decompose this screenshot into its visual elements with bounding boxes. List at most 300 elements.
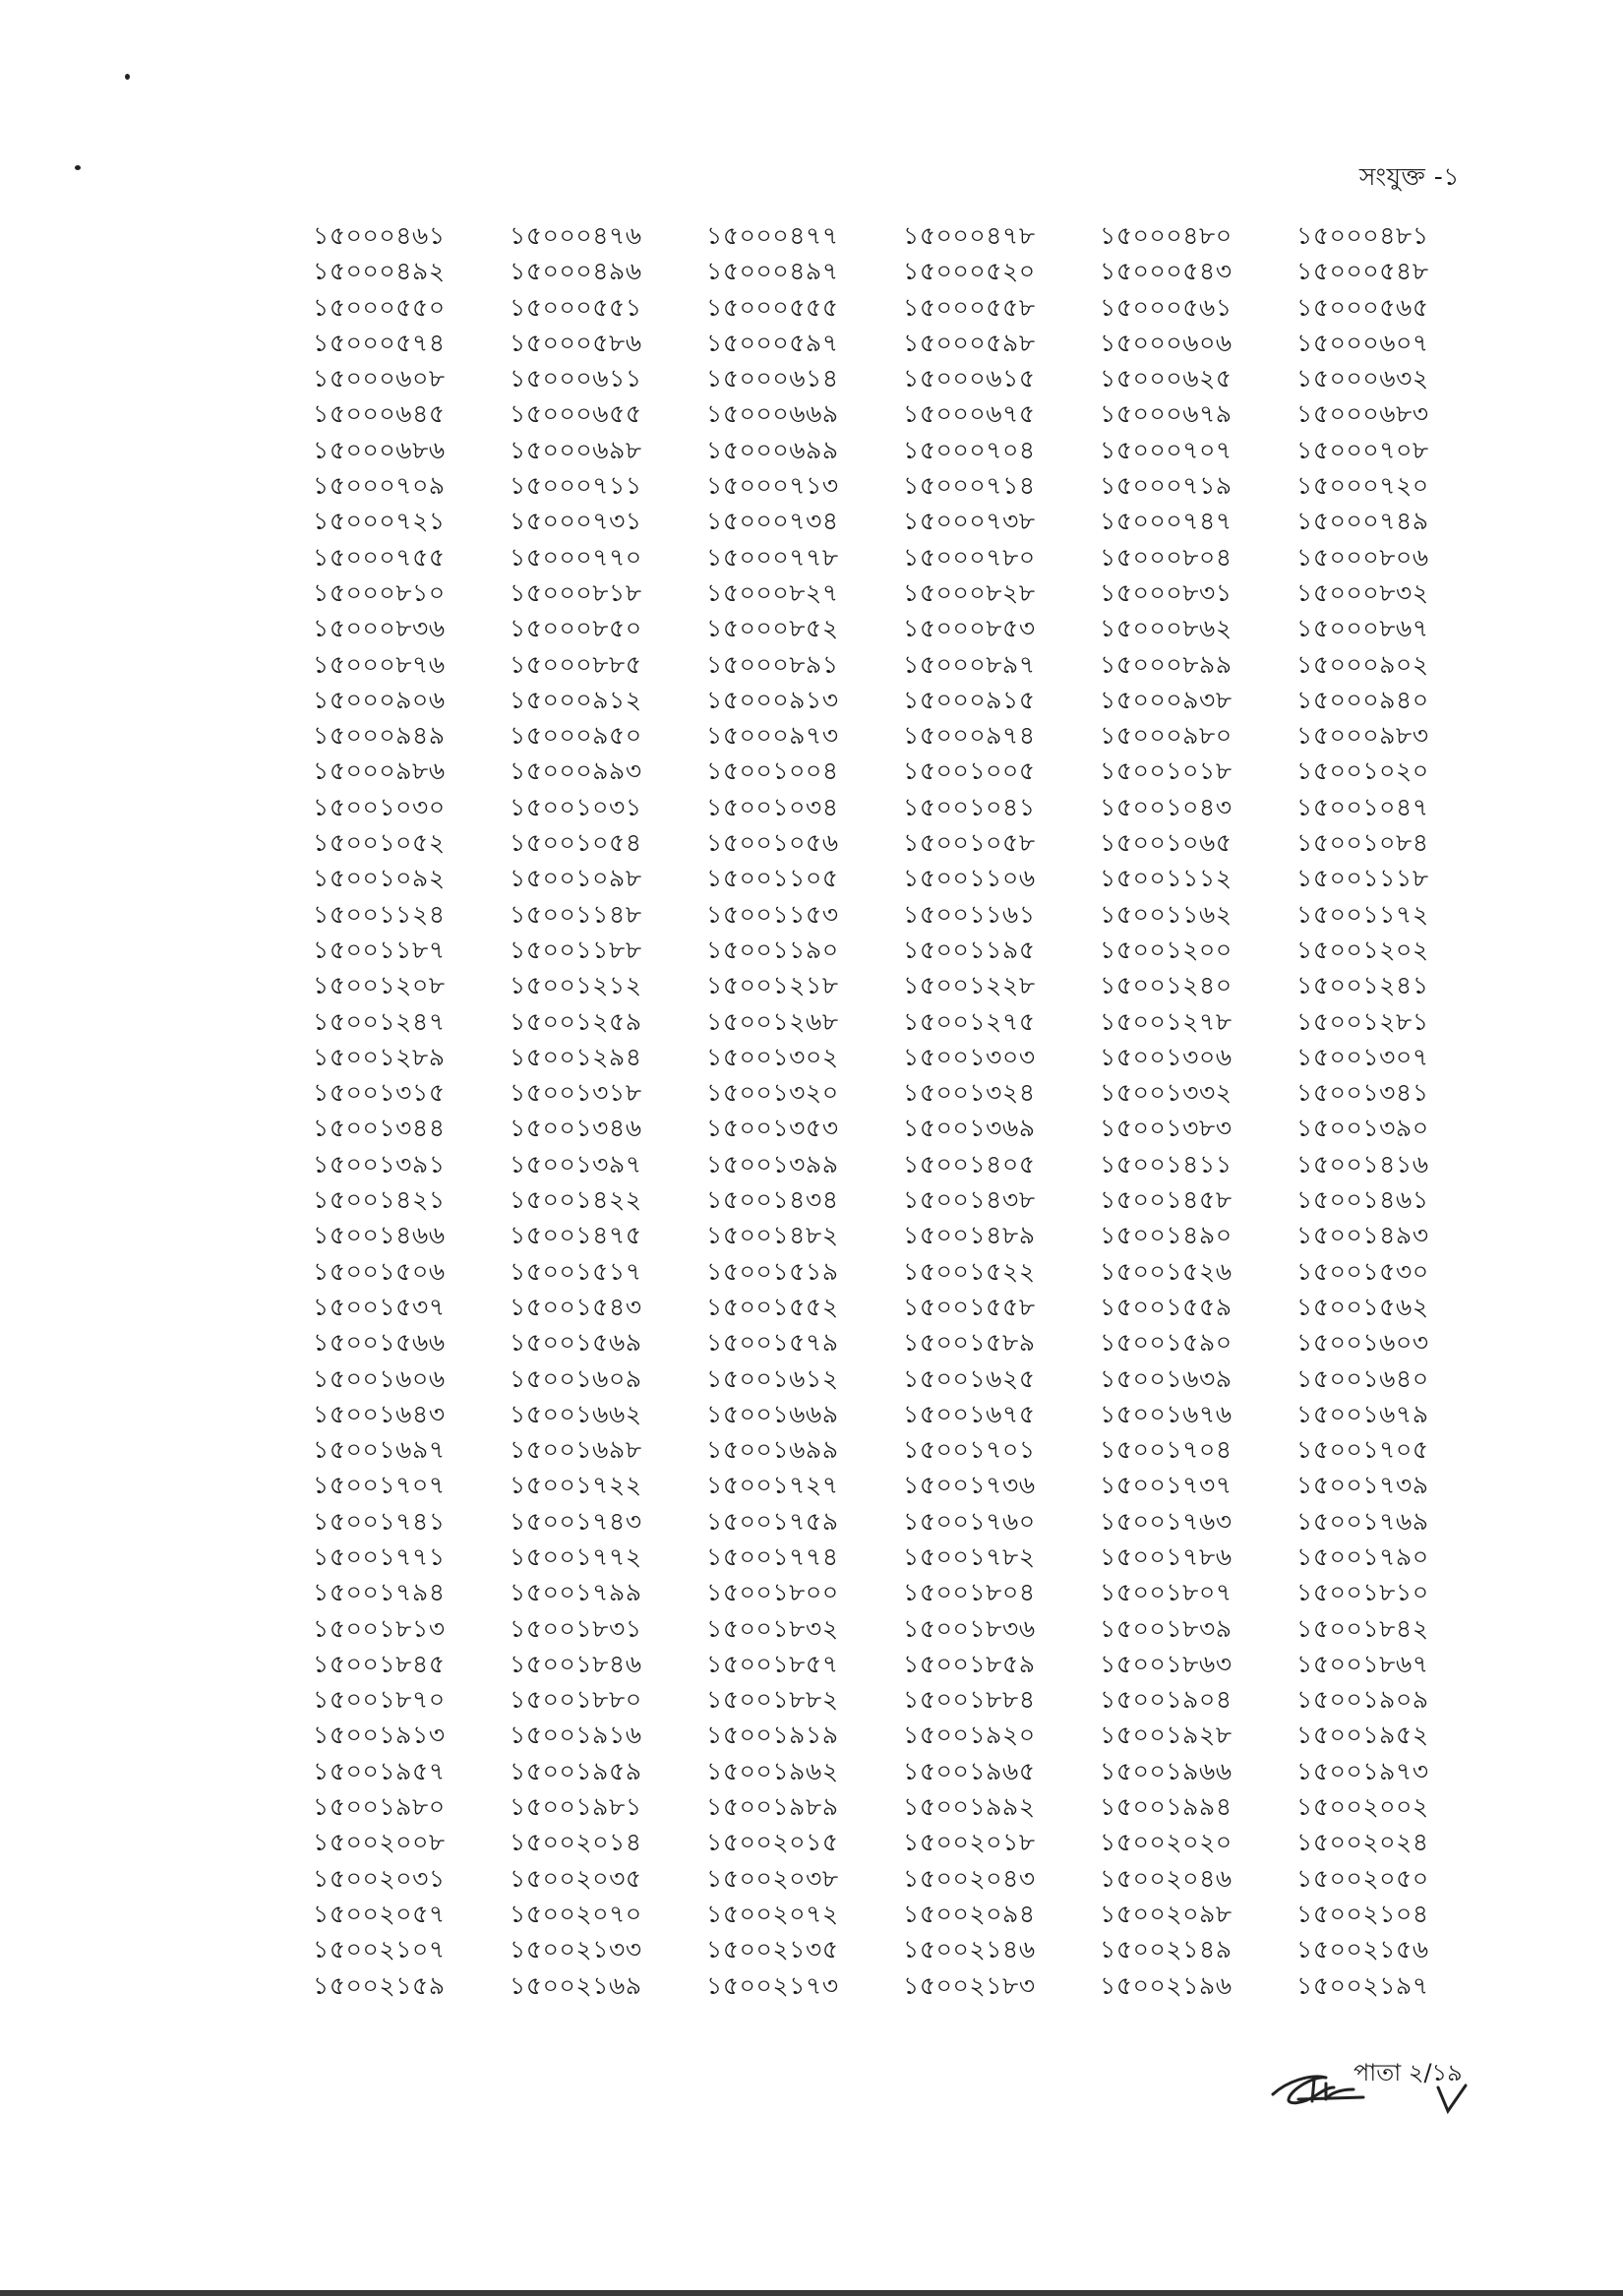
registration-number: ১৫০০২১৪৯ [1100, 1935, 1232, 1964]
registration-number: ১৫০০০৬৬৯ [706, 399, 839, 429]
registration-number: ১৫০০১৭৮৬ [1100, 1541, 1232, 1571]
registration-number: ১৫০০১৭৯৯ [510, 1578, 642, 1607]
registration-number: ১৫০০১৩৮৩ [1100, 1114, 1232, 1143]
registration-number: ১৫০০১১৯০ [706, 935, 839, 964]
registration-number: ১৫০০১৪৩৪ [706, 1185, 839, 1215]
registration-number: ১৫০০১২০০ [1100, 935, 1232, 964]
registration-number: ১৫০০১১০৫ [706, 864, 839, 893]
registration-number: ১৫০০২০১৮ [903, 1828, 1036, 1857]
registration-number: ১৫০০২১৬৯ [510, 1970, 642, 2000]
registration-number: ১৫০০১০০৫ [903, 756, 1036, 786]
registration-number: ১৫০০১১৬১ [903, 899, 1036, 929]
registration-number: ১৫০০০৮৬২ [1100, 614, 1232, 643]
registration-number: ১৫০০০৮৩১ [1100, 577, 1232, 607]
registration-number: ১৫০০০৯৮৩ [1296, 721, 1429, 751]
registration-number: ১৫০০০৭৭০ [510, 542, 642, 572]
registration-number: ১৫০০০৮১৮ [510, 577, 642, 607]
registration-number: ১৫০০১৭৫৯ [706, 1506, 839, 1536]
registration-number: ১৫০০১৯৫৯ [510, 1756, 642, 1785]
registration-number: ১৫০০১৩৯৭ [510, 1149, 642, 1178]
registration-number: ১৫০০১৪৮৯ [903, 1221, 1036, 1250]
registration-number: ১৫০০০৪৭৬ [510, 221, 642, 250]
registration-number: ১৫০০০৫৯৮ [903, 328, 1036, 357]
registration-number: ১৫০০২০৩১ [313, 1863, 446, 1893]
registration-number: ১৫০০০৬৭৯ [1100, 399, 1232, 429]
registration-number: ১৫০০১৪৯০ [1100, 1221, 1232, 1250]
registration-number: ১৫০০১০৯৮ [510, 864, 642, 893]
registration-number: ১৫০০১৫৭৯ [706, 1328, 839, 1358]
registration-number: ১৫০০০৬১৪ [706, 364, 839, 393]
registration-number: ১৫০০১২৪০ [1100, 971, 1232, 1000]
registration-number: ১৫০০০৫৭৪ [313, 328, 446, 357]
registration-number: ১৫০০০৭০৪ [903, 435, 1036, 464]
registration-number: ১৫০০০৮০৪ [1100, 542, 1232, 572]
registration-number: ১৫০০১৮৬৭ [1296, 1649, 1429, 1678]
registration-number: ১৫০০১৮৮২ [706, 1685, 839, 1715]
registration-number: ১৫০০১৮৩২ [706, 1613, 839, 1643]
registration-number: ১৫০০০৮৯৯ [1100, 649, 1232, 679]
registration-number: ১৫০০১৭৮২ [903, 1541, 1036, 1571]
registration-number: ১৫০০১০৪১ [903, 792, 1036, 821]
registration-number: ১৫০০০৬০৬ [1100, 328, 1232, 357]
registration-number: ১৫০০১৯১৯ [706, 1721, 839, 1750]
registration-number: ১৫০০১৭৬৯ [1296, 1506, 1429, 1536]
registration-number: ১৫০০০৫৮৬ [510, 328, 642, 357]
registration-number: ১৫০০১০১৮ [1100, 756, 1232, 786]
registration-number: ১৫০০১৬২৫ [903, 1363, 1036, 1393]
registration-number: ১৫০০১৮৩১ [510, 1613, 642, 1643]
registration-number: ১৫০০১০৩১ [510, 792, 642, 821]
registration-number: ১৫০০১২২৮ [903, 971, 1036, 1000]
registration-number: ১৫০০১৯২৮ [1100, 1721, 1232, 1750]
registration-number: ১৫০০০৮৩২ [1296, 577, 1429, 607]
registration-number: ১৫০০১৭৩৯ [1296, 1471, 1429, 1500]
registration-number: ১৫০০২১৫৬ [1296, 1935, 1429, 1964]
registration-number: ১৫০০১৩২৪ [903, 1078, 1036, 1108]
registration-number: ১৫০০১৯৫২ [1296, 1721, 1429, 1750]
registration-number: ১৫০০১২১৮ [706, 971, 839, 1000]
registration-number: ১৫০০০৭১৪ [903, 471, 1036, 501]
registration-number: ১৫০০১৬০৯ [510, 1363, 642, 1393]
registration-number: ১৫০০০৫৬১ [1100, 292, 1232, 322]
registration-number: ১৫০০১৮৪৬ [510, 1649, 642, 1678]
registration-number: ১৫০০০৫৯৭ [706, 328, 839, 357]
registration-number: ১৫০০১৫৫৯ [1100, 1292, 1232, 1321]
registration-number: ১৫০০১৫১৯ [706, 1256, 839, 1286]
registration-number: ১৫০০১৭৬৩ [1100, 1506, 1232, 1536]
registration-number: ১৫০০০৮৯১ [706, 649, 839, 679]
registration-number: ১৫০০১৬১২ [706, 1363, 839, 1393]
registration-number: ১৫০০১৮৩৯ [1100, 1613, 1232, 1643]
registration-number: ১৫০০০৪৮০ [1100, 221, 1232, 250]
registration-number: ১৫০০১৯২০ [903, 1721, 1036, 1750]
registration-number: ১৫০০০৯৭৪ [903, 721, 1036, 751]
registration-number: ১৫০০০৭০৭ [1100, 435, 1232, 464]
registration-number: ১৫০০১৭০৪ [1100, 1435, 1232, 1465]
registration-number: ১৫০০০৯১৩ [706, 685, 839, 714]
registration-number: ১৫০০০৪৭৭ [706, 221, 839, 250]
registration-number: ১৫০০০৯০৬ [313, 685, 446, 714]
registration-number: ১৫০০১৪৬১ [1296, 1185, 1429, 1215]
registration-number: ১৫০০০৫৫১ [510, 292, 642, 322]
registration-number: ১৫০০১৩৪১ [1296, 1078, 1429, 1108]
registration-number: ১৫০০১৭০১ [903, 1435, 1036, 1465]
registration-number: ১৫০০০৮৮৫ [510, 649, 642, 679]
registration-number: ১৫০০১২৪১ [1296, 971, 1429, 1000]
registration-number: ১৫০০১৩৫৩ [706, 1114, 839, 1143]
registration-number: ১৫০০১৬৭৫ [903, 1399, 1036, 1428]
registration-number: ১৫০০১৮৫৭ [706, 1649, 839, 1678]
registration-number: ১৫০০০৮২৮ [903, 577, 1036, 607]
registration-number: ১৫০০১৭০৭ [313, 1471, 446, 1500]
registration-number: ১৫০০০৫৫০ [313, 292, 446, 322]
registration-number: ১৫০০১২০৮ [313, 971, 446, 1000]
registration-number: ১৫০০০৬২৫ [1100, 364, 1232, 393]
registration-number: ১৫০০১১০৬ [903, 864, 1036, 893]
registration-number: ১৫০০১৮০০ [706, 1578, 839, 1607]
registration-number: ১৫০০১০৮৪ [1296, 828, 1429, 858]
registration-number: ১৫০০০৮২৭ [706, 577, 839, 607]
registration-number: ১৫০০০৯১৫ [903, 685, 1036, 714]
registration-number: ১৫০০২০২০ [1100, 1828, 1232, 1857]
registration-number: ১৫০০২১৯৬ [1100, 1970, 1232, 2000]
registration-number: ১৫০০২১৩৫ [706, 1935, 839, 1964]
registration-number: ১৫০০১৭৪৩ [510, 1506, 642, 1536]
registration-number: ১৫০০০৬০৮ [313, 364, 446, 393]
registration-number: ১৫০০০৬১১ [510, 364, 642, 393]
registration-number: ১৫০০১২৫৯ [510, 1006, 642, 1036]
registration-number: ১৫০০১৮৬৩ [1100, 1649, 1232, 1678]
registration-number: ১৫০০১৯১৬ [510, 1721, 642, 1750]
registration-number: ১৫০০১৮১০ [1296, 1578, 1429, 1607]
annex-label: সংযুক্ত -১ [1358, 162, 1460, 191]
registration-number: ১৫০০১৬৭৯ [1296, 1399, 1429, 1428]
registration-number: ১৫০০০৪৬১ [313, 221, 446, 250]
registration-number: ১৫০০১৯০৪ [1100, 1685, 1232, 1715]
registration-number: ১৫০০১৮৮০ [510, 1685, 642, 1715]
registration-number: ১৫০০২০৭২ [706, 1899, 839, 1928]
registration-number: ১৫০০২১৮৩ [903, 1970, 1036, 2000]
registration-number: ১৫০০০৬৯৯ [706, 435, 839, 464]
registration-number: ১৫০০১৫০৬ [313, 1256, 446, 1286]
registration-number: ১৫০০০৫৫৫ [706, 292, 839, 322]
registration-number: ১৫০০১৭৩৬ [903, 1471, 1036, 1500]
registration-number: ১৫০০০৮৫০ [510, 614, 642, 643]
registration-number: ১৫০০১৮৪৫ [313, 1649, 446, 1678]
registration-number: ১৫০০০৫৬৫ [1296, 292, 1429, 322]
scan-speck [125, 74, 130, 80]
registration-number: ১৫০০০৬১৫ [903, 364, 1036, 393]
registration-number: ১৫০০০৫২০ [903, 257, 1036, 286]
registration-number: ১৫০০১৫২২ [903, 1256, 1036, 1286]
registration-number: ১৫০০১১৪৮ [510, 899, 642, 929]
registration-number: ১৫০০১২৭৫ [903, 1006, 1036, 1036]
registration-number: ১৫০০১৫১৭ [510, 1256, 642, 1286]
registration-number: ১৫০০১৬৯৭ [313, 1435, 446, 1465]
registration-number: ১৫০০০৮০৬ [1296, 542, 1429, 572]
registration-number: ১৫০০১৩০২ [706, 1042, 839, 1071]
registration-number: ১৫০০১৪৩৮ [903, 1185, 1036, 1215]
registration-number: ১৫০০১৯৯২ [903, 1792, 1036, 1822]
registration-number: ১৫০০১৫২৬ [1100, 1256, 1232, 1286]
registration-number: ১৫০০১৪৬৬ [313, 1221, 446, 1250]
registration-number: ১৫০০০৭৪৯ [1296, 507, 1429, 536]
registration-number: ১৫০০২১৭৩ [706, 1970, 839, 2000]
registration-number: ১৫০০০৭২০ [1296, 471, 1429, 501]
registration-number: ১৫০০১৮০৪ [903, 1578, 1036, 1607]
registration-number: ১৫০০১২৮৯ [313, 1042, 446, 1071]
registration-number: ১৫০০০৬৫৫ [510, 399, 642, 429]
registration-number: ১৫০০১৭৪১ [313, 1506, 446, 1536]
registration-number: ১৫০০০৬৭৫ [903, 399, 1036, 429]
registration-number: ১৫০০১৫৩৭ [313, 1292, 446, 1321]
registration-number: ১৫০০১১৫৩ [706, 899, 839, 929]
registration-number: ১৫০০১৪২১ [313, 1185, 446, 1215]
registration-number: ১৫০০১৯৯৪ [1100, 1792, 1232, 1822]
scan-speck [75, 165, 81, 170]
registration-number: ১৫০০১৯০৯ [1296, 1685, 1429, 1715]
registration-number: ১৫০০০৭২১ [313, 507, 446, 536]
registration-number: ১৫০০১৬৩৯ [1100, 1363, 1232, 1393]
registration-number: ১৫০০১৩৪৬ [510, 1114, 642, 1143]
registration-number: ১৫০০১১৮৭ [313, 935, 446, 964]
registration-number: ১৫০০০৭১১ [510, 471, 642, 501]
registration-number: ১৫০০০৭৩৪ [706, 507, 839, 536]
registration-number: ১৫০০১০৪৩ [1100, 792, 1232, 821]
registration-number: ১৫০০১৬৬৯ [706, 1399, 839, 1428]
registration-number: ১৫০০১২৬৮ [706, 1006, 839, 1036]
registration-number: ১৫০০১৭৩৭ [1100, 1471, 1232, 1500]
registration-number: ১৫০০২০৫০ [1296, 1863, 1429, 1893]
registration-number: ১৫০০১৭৭২ [510, 1541, 642, 1571]
registration-number: ১৫০০১১৮৮ [510, 935, 642, 964]
initial-mark [1432, 2080, 1472, 2119]
registration-number: ১৫০০০৮৬৭ [1296, 614, 1429, 643]
registration-number: ১৫০০১৯৮১ [510, 1792, 642, 1822]
registration-number: ১৫০০১৪৭৫ [510, 1221, 642, 1250]
registration-number: ১৫০০১৭৭১ [313, 1541, 446, 1571]
registration-number: ১৫০০০৮৯৭ [903, 649, 1036, 679]
registration-number: ১৫০০১৮৫৯ [903, 1649, 1036, 1678]
registration-number: ১৫০০১৮৭০ [313, 1685, 446, 1715]
registration-number: ১৫০০১৫৬৯ [510, 1328, 642, 1358]
registration-number: ১৫০০১৬৯৯ [706, 1435, 839, 1465]
registration-number: ১৫০০০৪৭৮ [903, 221, 1036, 250]
registration-number: ১৫০০১৯৫৭ [313, 1756, 446, 1785]
registration-number: ১৫০০০৭৪৭ [1100, 507, 1232, 536]
registration-number: ১৫০০০৫৪৮ [1296, 257, 1429, 286]
registration-number: ১৫০০১২০২ [1296, 935, 1429, 964]
registration-number: ১৫০০০৮৫২ [706, 614, 839, 643]
registration-number: ১৫০০২১৫৯ [313, 1970, 446, 2000]
registration-number: ১৫০০১৩০৬ [1100, 1042, 1232, 1071]
registration-number: ১৫০০০৯৮০ [1100, 721, 1232, 751]
registration-number: ১৫০০০৬৮৬ [313, 435, 446, 464]
registration-number: ১৫০০১৯৬২ [706, 1756, 839, 1785]
registration-number: ১৫০০১৯৬৬ [1100, 1756, 1232, 1785]
registration-number: ১৫০০২০৪৩ [903, 1863, 1036, 1893]
registration-number: ১৫০০১৫৪৩ [510, 1292, 642, 1321]
registration-number: ১৫০০১৯৮৯ [706, 1792, 839, 1822]
registration-number: ১৫০০১৮৮৪ [903, 1685, 1036, 1715]
registration-number: ১৫০০১৩২০ [706, 1078, 839, 1108]
registration-number: ১৫০০১০০৪ [706, 756, 839, 786]
registration-number: ১৫০০১০৬৫ [1100, 828, 1232, 858]
registration-number: ১৫০০২০৩৫ [510, 1863, 642, 1893]
registration-number: ১৫০০২০১৪ [510, 1828, 642, 1857]
registration-number: ১৫০০১৭০৫ [1296, 1435, 1429, 1465]
registration-number: ১৫০০০৮৫৩ [903, 614, 1036, 643]
registration-number: ১৫০০১৩৯১ [313, 1149, 446, 1178]
registration-number: ১৫০০২০৩৮ [706, 1863, 839, 1893]
registration-number: ১৫০০১৫৯০ [1100, 1328, 1232, 1358]
registration-number: ১৫০০১৬০৬ [313, 1363, 446, 1393]
registration-number: ১৫০০০৯০২ [1296, 649, 1429, 679]
registration-number: ১৫০০২১৩৩ [510, 1935, 642, 1964]
registration-number: ১৫০০০৯৮৬ [313, 756, 446, 786]
registration-number: ১৫০০১৮০৭ [1100, 1578, 1232, 1607]
registration-number: ১৫০০১৩৯০ [1296, 1114, 1429, 1143]
registration-number: ১৫০০০৮৩৬ [313, 614, 446, 643]
registration-number: ১৫০০১৩৪৪ [313, 1114, 446, 1143]
registration-number: ১৫০০১৪১১ [1100, 1149, 1232, 1178]
registration-number: ১৫০০১৭২২ [510, 1471, 642, 1500]
page-number: পাতা ২/১৯ [1353, 2059, 1463, 2086]
registration-number: ১৫০০১৭৯৪ [313, 1578, 446, 1607]
registration-number: ১৫০০০৭০৯ [313, 471, 446, 501]
registration-number: ১৫০০১৫৬২ [1296, 1292, 1429, 1321]
registration-number: ১৫০০১৬০৩ [1296, 1328, 1429, 1358]
registration-number: ১৫০০২০২৪ [1296, 1828, 1429, 1857]
number-list [313, 218, 1454, 2004]
registration-number: ১৫০০২০৯৮ [1100, 1899, 1232, 1928]
registration-number: ১৫০০১৬৪৩ [313, 1399, 446, 1428]
registration-number: ১৫০০০৬০৭ [1296, 328, 1429, 357]
registration-number: ১৫০০১১৬২ [1100, 899, 1232, 929]
registration-number: ১৫০০২০৯৪ [903, 1899, 1036, 1928]
registration-number: ১৫০০১৮৩৬ [903, 1613, 1036, 1643]
registration-number: ১৫০০১২১২ [510, 971, 642, 1000]
registration-number: ১৫০০১৯১৩ [313, 1721, 446, 1750]
registration-number: ১৫০০১৭৯০ [1296, 1541, 1429, 1571]
registration-number: ১৫০০০৬৯৮ [510, 435, 642, 464]
registration-number: ১৫০০০৬৪৫ [313, 399, 446, 429]
registration-number: ১৫০০১৮১৩ [313, 1613, 446, 1643]
registration-number: ১৫০০১৫৩০ [1296, 1256, 1429, 1286]
footer [1269, 2050, 1485, 2129]
registration-number: ১৫০০১৫৬৬ [313, 1328, 446, 1358]
registration-number: ১৫০০০৭৩১ [510, 507, 642, 536]
registration-number: ১৫০০০৭১৩ [706, 471, 839, 501]
registration-number: ১৫০০১৮৪২ [1296, 1613, 1429, 1643]
registration-number: ১৫০০১২৮১ [1296, 1006, 1429, 1036]
registration-number: ১৫০০২০১৫ [706, 1828, 839, 1857]
registration-number: ১৫০০২০৭০ [510, 1899, 642, 1928]
registration-number: ১৫০০১৫৮৯ [903, 1328, 1036, 1358]
registration-number: ১৫০০২০০২ [1296, 1792, 1429, 1822]
registration-number: ১৫০০১০৩০ [313, 792, 446, 821]
registration-number: ১৫০০২১০৭ [313, 1935, 446, 1964]
registration-number: ১৫০০০৭৭৮ [706, 542, 839, 572]
registration-number: ১৫০০০৭৮০ [903, 542, 1036, 572]
registration-number: ১৫০০০৮৭৬ [313, 649, 446, 679]
registration-number: ১৫০০১৩০৩ [903, 1042, 1036, 1071]
number-grid [313, 218, 1454, 2004]
registration-number: ১৫০০১৬৬২ [510, 1399, 642, 1428]
registration-number: ১৫০০১৩৯৯ [706, 1149, 839, 1178]
registration-number: ১৫০০১৩৩২ [1100, 1078, 1232, 1108]
registration-number: ১৫০০০৫৫৮ [903, 292, 1036, 322]
registration-number: ১৫০০১১১৮ [1296, 864, 1429, 893]
registration-number: ১৫০০০৭৫৫ [313, 542, 446, 572]
registration-number: ১৫০০১৬৯৮ [510, 1435, 642, 1465]
registration-number: ১৫০০০৯৪৯ [313, 721, 446, 751]
registration-number: ১৫০০০৭১৯ [1100, 471, 1232, 501]
registration-number: ১৫০০০৪৮১ [1296, 221, 1429, 250]
registration-number: ১৫০০১৭৬০ [903, 1506, 1036, 1536]
registration-number: ১৫০০১২৯৪ [510, 1042, 642, 1071]
registration-number: ১৫০০২১০৪ [1296, 1899, 1429, 1928]
registration-number: ১৫০০১৯৮০ [313, 1792, 446, 1822]
registration-number: ১৫০০১৪৮২ [706, 1221, 839, 1250]
registration-number: ১৫০০০৮১০ [313, 577, 446, 607]
registration-number: ১৫০০০৯৫০ [510, 721, 642, 751]
scan-edge [0, 2290, 1623, 2296]
registration-number: ১৫০০১৫৫৮ [903, 1292, 1036, 1321]
registration-number: ১৫০০০৭০৮ [1296, 435, 1429, 464]
registration-number: ১৫০০১৭২৭ [706, 1471, 839, 1500]
registration-number: ১৫০০০৯৩৮ [1100, 685, 1232, 714]
registration-number: ১৫০০১৪১৬ [1296, 1149, 1429, 1178]
registration-number: ১৫০০১৩০৭ [1296, 1042, 1429, 1071]
registration-number: ১৫০০০৬৩২ [1296, 364, 1429, 393]
registration-number: ১৫০০০৫৪৩ [1100, 257, 1232, 286]
registration-number: ১৫০০১২৭৮ [1100, 1006, 1232, 1036]
registration-number: ১৫০০০৯৭৩ [706, 721, 839, 751]
registration-number: ১৫০০১৬৪০ [1296, 1363, 1429, 1393]
registration-number: ১৫০০২১৯৭ [1296, 1970, 1429, 2000]
registration-number: ১৫০০০৪৯৬ [510, 257, 642, 286]
registration-number: ১৫০০১৭৭৪ [706, 1541, 839, 1571]
registration-number: ১৫০০০৯৯৩ [510, 756, 642, 786]
registration-number: ১৫০০১১১২ [1100, 864, 1232, 893]
registration-number: ১৫০০০৯১২ [510, 685, 642, 714]
registration-number: ১৫০০১১২৪ [313, 899, 446, 929]
registration-number: ১৫০০২০৪৬ [1100, 1863, 1232, 1893]
registration-number: ১৫০০১৪৫৮ [1100, 1185, 1232, 1215]
registration-number: ১৫০০১৪২২ [510, 1185, 642, 1215]
registration-number: ১৫০০১২৪৭ [313, 1006, 446, 1036]
registration-number: ১৫০০১৩১৮ [510, 1078, 642, 1108]
registration-number: ১৫০০১১৯৫ [903, 935, 1036, 964]
registration-number: ১৫০০১৩৬৯ [903, 1114, 1036, 1143]
registration-number: ১৫০০০৭৩৮ [903, 507, 1036, 536]
registration-number: ১৫০০২০৫৭ [313, 1899, 446, 1928]
registration-number: ১৫০০১৩১৫ [313, 1078, 446, 1108]
registration-number: ১৫০০০৬৮৩ [1296, 399, 1429, 429]
registration-number: ১৫০০১০২০ [1296, 756, 1429, 786]
registration-number: ১৫০০১০৩৪ [706, 792, 839, 821]
registration-number: ১৫০০১৯৭৩ [1296, 1756, 1429, 1785]
registration-number: ১৫০০১৫৫২ [706, 1292, 839, 1321]
registration-number: ১৫০০০৪৯২ [313, 257, 446, 286]
registration-number: ১৫০০০৪৯৭ [706, 257, 839, 286]
registration-number: ১৫০০১০৪৭ [1296, 792, 1429, 821]
registration-number: ১৫০০১৪০৫ [903, 1149, 1036, 1178]
registration-number: ১৫০০১৯৬৫ [903, 1756, 1036, 1785]
registration-number: ১৫০০১০৯২ [313, 864, 446, 893]
registration-number: ১৫০০০৯৪০ [1296, 685, 1429, 714]
